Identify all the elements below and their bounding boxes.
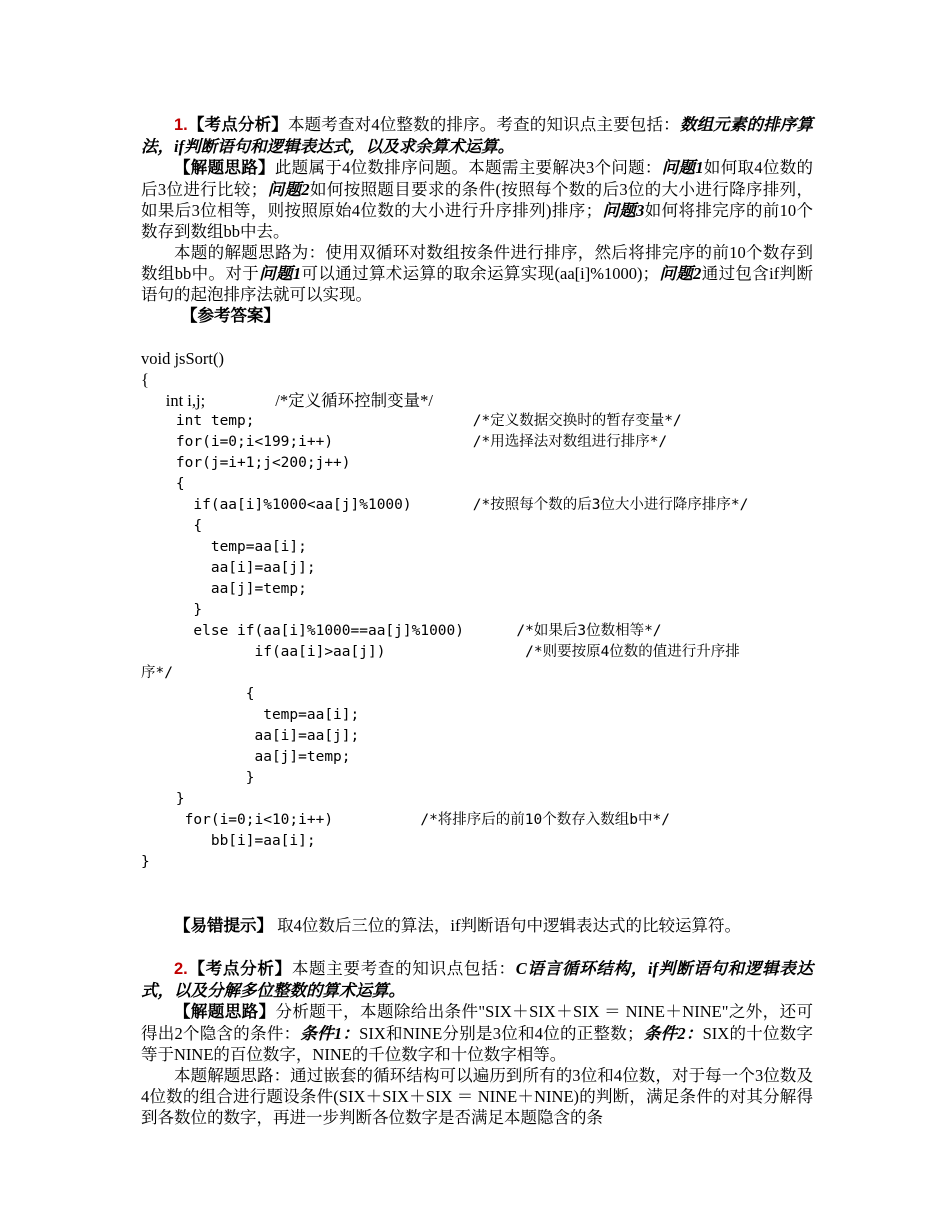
q2-idea-label: 【解题思路】 — [174, 1003, 276, 1021]
code-line: aa[j]=temp; — [141, 581, 307, 597]
q1-idea — [141, 157, 813, 242]
code-line: for(j=i+1;j<200;j++) — [141, 455, 351, 471]
q1-approach-text-1: 本题的解题思路为：使用双循环对数组按条件进行排序，然后将排完序的前10个数存到数组bb中。对于 — [141, 243, 813, 283]
q1-analysis-text: 本题考查对4位整数的排序。考查的知识点主要包括： — [287, 115, 680, 134]
code-line: temp=aa[i]; — [141, 539, 307, 555]
code-line: bb[i]=aa[i]; — [141, 833, 316, 849]
code-line: } — [141, 791, 185, 807]
code-line: { — [141, 518, 203, 534]
q1-approach-problem-1: 问题1 — [259, 264, 302, 283]
code-line: if(aa[i]>aa[j]) /*则要按原4位数的值进行升序排 — [141, 644, 740, 660]
document-body — [141, 114, 813, 1128]
q1-answer-heading — [141, 305, 813, 327]
q1-analysis — [141, 114, 813, 157]
q2-approach — [141, 1065, 813, 1128]
q2-condition-1-label: 条件1： — [300, 1024, 360, 1043]
q1-idea-text-2: 如何取4位数的后3位进行比较； — [141, 158, 814, 199]
q1-analysis-label: 【考点分析】 — [187, 116, 288, 134]
q1-number: 1. — [174, 116, 188, 134]
q1-idea-text-3: 如何按照题目要求的条件(按照每个数的后3位的大小进行降序排列，如果后3位相等，则按照原始4位数的大小进行升序排列)排序； — [141, 180, 814, 220]
q1-code-block — [141, 327, 813, 915]
q2-idea-text-2: SIX和NINE分别是3位和4位的正整数； — [359, 1024, 644, 1043]
q1-idea-text-4: 如何将排完序的前10个数存到数组bb中去。 — [141, 201, 814, 241]
q2-analysis-text: 本题主要考查的知识点包括： — [291, 959, 516, 978]
q2-idea — [141, 1001, 813, 1065]
code-line: for(i=0;i<10;i++) /*将排序后的前10个数存入数组b中*/ — [141, 812, 670, 828]
code-line: aa[j]=temp; — [141, 749, 351, 765]
q1-approach-text-2: 可以通过算术运算的取余运算实现(aa[i]%1000)； — [301, 264, 659, 283]
q2-analysis — [141, 958, 813, 1001]
code-line: int i,j; /*定义循环控制变量*/ — [141, 391, 433, 410]
q1-approach-problem-2: 问题2 — [658, 264, 702, 283]
q1-analysis-emphasis: 数组元素的排序算法，if判断语句和逻辑表达式，以及求余算术运算。 — [141, 115, 814, 156]
q2-number: 2. — [174, 960, 188, 978]
q2-analysis-label: 【考点分析】 — [187, 960, 292, 978]
code-line: { — [141, 686, 255, 702]
code-line: 序*/ — [141, 665, 173, 681]
q1-approach — [141, 242, 813, 305]
code-line: if(aa[i]%1000<aa[j]%1000) /*按照每个数的后3位大小进行降序排序*/ — [141, 497, 749, 513]
q1-idea-label: 【解题思路】 — [174, 159, 275, 177]
code-line: else if(aa[i]%1000==aa[j]%1000) /*如果后3位数相等*/ — [141, 623, 662, 639]
q1-tip — [141, 915, 813, 937]
code-line: } — [141, 770, 255, 786]
code-line: { — [141, 370, 149, 389]
q1-tip-text: 取4位数后三位的算法，if判断语句中逻辑表达式的比较运算符。 — [273, 916, 741, 935]
q1-problem-2-label: 问题2 — [267, 180, 310, 199]
code-line: { — [141, 476, 185, 492]
q1-problem-1-label: 问题1 — [661, 158, 704, 177]
q2-analysis-emphasis: C语言循环结构，if判断语句和逻辑表达式，以及分解多位整数的算术运算。 — [141, 959, 814, 1000]
q1-tip-label: 【易错提示】 — [174, 917, 273, 935]
code-line: void jsSort() — [141, 349, 224, 368]
code-line: } — [141, 602, 203, 618]
code-line: temp=aa[i]; — [141, 707, 360, 723]
q2-approach-text: 本题解题思路：通过嵌套的循环结构可以遍历到所有的3位和4位数，对于每一个3位数及4位数的组合进行题设条件(SIX＋SIX＋SIX ＝ NINE＋NINE)的判断，满足条件的对其分解得到各数位的数字，再进一步判断各位数字是否满足本题隐含的条 — [141, 1066, 813, 1127]
q2-condition-2-label: 条件2： — [643, 1024, 703, 1043]
q2-idea-text-3: SIX的十位数字等于NINE的百位数字，NINE的千位数字和十位数字相等。 — [141, 1024, 814, 1064]
code-line: for(i=0;i<199;i++) /*用选择法对数组进行排序*/ — [141, 434, 668, 450]
q1-answer-label: 【参考答案】 — [181, 307, 280, 325]
code-line: aa[i]=aa[j]; — [141, 728, 360, 744]
code-line: } — [141, 854, 150, 870]
q1-approach-text-3: 通过包含if判断语句的起泡排序法就可以实现。 — [141, 264, 813, 304]
q1-problem-3-label: 问题3 — [602, 201, 645, 220]
code-line: int temp; /*定义数据交换时的暂存变量*/ — [141, 413, 682, 429]
q2-idea-text-1: 分析题干，本题除给出条件"SIX＋SIX＋SIX ＝ NINE＋NINE"之外，还可得出2个隐含的条件： — [141, 1002, 814, 1043]
code-line: aa[i]=aa[j]; — [141, 560, 316, 576]
section-spacer — [141, 937, 813, 958]
q1-idea-text-1: 此题属于4位数排序问题。本题需主要解决3个问题： — [274, 158, 662, 177]
